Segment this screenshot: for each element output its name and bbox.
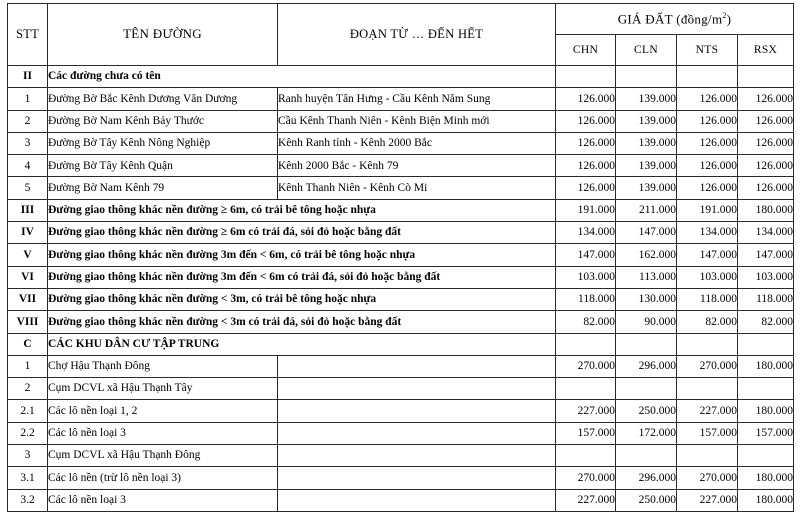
cell-price-chn: 157.000 <box>556 422 616 444</box>
cell-road-name: CÁC KHU DÂN CƯ TẬP TRUNG <box>48 333 556 355</box>
cell-price-rsx: 118.000 <box>738 288 794 310</box>
table-row[interactable] <box>8 489 794 511</box>
cell-stt: 2 <box>8 110 48 132</box>
cell-road-name: Đường Bờ Tây Kênh Nông Nghiệp <box>48 132 278 154</box>
table-row[interactable] <box>8 333 794 355</box>
cell-stt: 1 <box>8 355 48 377</box>
cell-segment: Kênh Ranh tỉnh - Kênh 2000 Bắc <box>278 132 556 154</box>
cell-stt: 2.1 <box>8 400 48 422</box>
cell-price-nts: 103.000 <box>677 266 738 288</box>
cell-price-rsx <box>738 333 794 355</box>
table-header <box>8 4 794 66</box>
cell-road-name: Chợ Hậu Thạnh Đông <box>48 355 278 377</box>
cell-price-chn: 227.000 <box>556 489 616 511</box>
cell-price-rsx: 126.000 <box>738 155 794 177</box>
cell-price-chn <box>556 333 616 355</box>
cell-price-rsx: 126.000 <box>738 88 794 110</box>
cell-price-chn: 270.000 <box>556 355 616 377</box>
cell-price-rsx: 180.000 <box>738 489 794 511</box>
cell-price-cln: 296.000 <box>616 355 677 377</box>
cell-road-name: Cụm DCVL xã Hậu Thạnh Tây <box>48 378 278 400</box>
cell-road-name: Đường giao thông khác nền đường 3m đến < 6m, có trải bê tông hoặc nhựa <box>48 244 556 266</box>
cell-price-cln <box>616 378 677 400</box>
table-row[interactable] <box>8 311 794 333</box>
cell-road-name: Các đường chưa có tên <box>48 66 556 88</box>
table-row[interactable] <box>8 177 794 199</box>
column-header-nts: NTS <box>677 35 738 66</box>
cell-price-nts: 157.000 <box>677 422 738 444</box>
cell-road-name: Đường giao thông khác nền đường ≥ 6m có trải đá, sỏi đỏ hoặc bằng đất <box>48 222 556 244</box>
cell-price-chn: 103.000 <box>556 266 616 288</box>
table-row[interactable] <box>8 445 794 467</box>
cell-price-chn: 126.000 <box>556 177 616 199</box>
price-group-label: GIÁ ĐẤT (đồng/m <box>617 11 723 27</box>
cell-price-chn: 191.000 <box>556 199 616 221</box>
cell-price-chn: 126.000 <box>556 88 616 110</box>
cell-segment: Ranh huyện Tân Hưng - Cầu Kênh Năm Sung <box>278 88 556 110</box>
cell-price-cln: 139.000 <box>616 177 677 199</box>
cell-price-cln: 90.000 <box>616 311 677 333</box>
cell-stt: III <box>8 199 48 221</box>
table-row[interactable] <box>8 110 794 132</box>
land-price-table <box>7 3 794 512</box>
cell-road-name: Đường giao thông khác nền đường < 3m, có trải bê tông hoặc nhựa <box>48 288 556 310</box>
cell-price-chn: 227.000 <box>556 400 616 422</box>
cell-segment: Kênh 2000 Bắc - Kênh 79 <box>278 155 556 177</box>
table-row[interactable] <box>8 244 794 266</box>
cell-price-cln: 113.000 <box>616 266 677 288</box>
header-row-primary <box>8 4 794 35</box>
cell-price-cln: 130.000 <box>616 288 677 310</box>
cell-stt: C <box>8 333 48 355</box>
cell-stt: VIII <box>8 311 48 333</box>
cell-price-chn <box>556 66 616 88</box>
cell-price-nts <box>677 333 738 355</box>
column-header-rsx: RSX <box>738 35 794 66</box>
cell-price-chn: 82.000 <box>556 311 616 333</box>
cell-price-cln: 147.000 <box>616 222 677 244</box>
cell-price-nts: 227.000 <box>677 489 738 511</box>
cell-price-nts: 118.000 <box>677 288 738 310</box>
cell-price-chn <box>556 378 616 400</box>
column-header-price-group <box>556 4 794 35</box>
price-group-tail: ) <box>726 11 732 27</box>
cell-stt: 3 <box>8 132 48 154</box>
cell-price-cln: 211.000 <box>616 199 677 221</box>
cell-road-name: Đường giao thông khác nền đường 3m đến < 6m có trải đá, sỏi đỏ hoặc bằng đất <box>48 266 556 288</box>
cell-price-rsx <box>738 378 794 400</box>
cell-price-nts <box>677 66 738 88</box>
table-row[interactable] <box>8 355 794 377</box>
cell-stt: II <box>8 66 48 88</box>
cell-price-nts <box>677 378 738 400</box>
cell-road-name: Các lô nền loại 3 <box>48 489 278 511</box>
cell-price-nts: 134.000 <box>677 222 738 244</box>
cell-price-chn: 126.000 <box>556 110 616 132</box>
cell-price-nts: 227.000 <box>677 400 738 422</box>
cell-stt: 3.2 <box>8 489 48 511</box>
cell-road-name: Cụm DCVL xã Hậu Thạnh Đông <box>48 445 278 467</box>
cell-price-rsx: 180.000 <box>738 199 794 221</box>
price-group-superscript: 2 <box>722 10 727 20</box>
cell-price-chn: 126.000 <box>556 155 616 177</box>
cell-segment: Kênh Thanh Niên - Kênh Cò Mi <box>278 177 556 199</box>
cell-segment: Cầu Kênh Thanh Niên - Kênh Biện Minh mới <box>278 110 556 132</box>
cell-road-name: Đường giao thông khác nền đường ≥ 6m, có trải bê tông hoặc nhựa <box>48 199 556 221</box>
table-row[interactable] <box>8 266 794 288</box>
cell-price-cln: 296.000 <box>616 467 677 489</box>
cell-price-cln <box>616 66 677 88</box>
column-header-road-name: TÊN ĐƯỜNG <box>48 4 278 66</box>
cell-price-chn <box>556 445 616 467</box>
cell-stt: 2.2 <box>8 422 48 444</box>
column-header-cln: CLN <box>616 35 677 66</box>
cell-price-nts <box>677 445 738 467</box>
cell-price-nts: 126.000 <box>677 110 738 132</box>
cell-price-rsx <box>738 66 794 88</box>
cell-segment <box>278 378 556 400</box>
cell-stt: 1 <box>8 88 48 110</box>
table-row[interactable] <box>8 155 794 177</box>
table-row[interactable] <box>8 288 794 310</box>
cell-road-name: Đường Bờ Tây Kênh Quận <box>48 155 278 177</box>
cell-stt: 2 <box>8 378 48 400</box>
cell-price-rsx: 126.000 <box>738 132 794 154</box>
cell-stt: 5 <box>8 177 48 199</box>
cell-price-cln: 139.000 <box>616 88 677 110</box>
table-row[interactable] <box>8 222 794 244</box>
cell-price-cln: 172.000 <box>616 422 677 444</box>
cell-price-nts: 82.000 <box>677 311 738 333</box>
cell-segment <box>278 355 556 377</box>
cell-price-cln: 250.000 <box>616 489 677 511</box>
column-header-chn: CHN <box>556 35 616 66</box>
cell-price-chn: 126.000 <box>556 132 616 154</box>
cell-stt: 3.1 <box>8 467 48 489</box>
cell-price-rsx: 180.000 <box>738 467 794 489</box>
cell-price-nts: 126.000 <box>677 132 738 154</box>
column-header-stt: STT <box>8 4 48 66</box>
cell-stt: VI <box>8 266 48 288</box>
cell-price-rsx <box>738 445 794 467</box>
cell-price-nts: 270.000 <box>677 355 738 377</box>
cell-price-chn: 134.000 <box>556 222 616 244</box>
cell-segment <box>278 400 556 422</box>
land-price-table-sheet <box>7 3 793 512</box>
table-row[interactable] <box>8 400 794 422</box>
cell-stt: 3 <box>8 445 48 467</box>
cell-road-name: Các lô nền (trừ lô nền loại 3) <box>48 467 278 489</box>
cell-stt: 4 <box>8 155 48 177</box>
cell-price-cln: 139.000 <box>616 155 677 177</box>
cell-price-nts: 191.000 <box>677 199 738 221</box>
table-row[interactable] <box>8 467 794 489</box>
cell-price-nts: 126.000 <box>677 155 738 177</box>
cell-price-rsx: 103.000 <box>738 266 794 288</box>
cell-price-rsx: 147.000 <box>738 244 794 266</box>
cell-price-chn: 270.000 <box>556 467 616 489</box>
cell-price-rsx: 180.000 <box>738 400 794 422</box>
table-row[interactable] <box>8 199 794 221</box>
cell-stt: IV <box>8 222 48 244</box>
cell-road-name: Các lô nền loại 1, 2 <box>48 400 278 422</box>
cell-road-name: Đường giao thông khác nền đường < 3m có trải đá, sỏi đỏ hoặc bằng đất <box>48 311 556 333</box>
table-row[interactable] <box>8 422 794 444</box>
column-header-segment: ĐOẠN TỪ … ĐẾN HẾT <box>278 4 556 66</box>
cell-road-name: Các lô nền loại 3 <box>48 422 278 444</box>
cell-price-nts: 126.000 <box>677 88 738 110</box>
cell-price-cln <box>616 333 677 355</box>
cell-price-nts: 126.000 <box>677 177 738 199</box>
cell-road-name: Đường Bờ Bắc Kênh Dương Văn Dương <box>48 88 278 110</box>
cell-stt: VII <box>8 288 48 310</box>
cell-stt: V <box>8 244 48 266</box>
cell-segment <box>278 489 556 511</box>
cell-price-chn: 118.000 <box>556 288 616 310</box>
cell-price-rsx: 157.000 <box>738 422 794 444</box>
cell-road-name: Đường Bờ Nam Kênh Bảy Thước <box>48 110 278 132</box>
cell-price-rsx: 180.000 <box>738 355 794 377</box>
cell-price-cln <box>616 445 677 467</box>
table-row[interactable] <box>8 378 794 400</box>
cell-price-rsx: 82.000 <box>738 311 794 333</box>
cell-price-rsx: 126.000 <box>738 177 794 199</box>
cell-road-name: Đường Bờ Nam Kênh 79 <box>48 177 278 199</box>
cell-price-cln: 162.000 <box>616 244 677 266</box>
cell-segment <box>278 422 556 444</box>
table-body <box>8 66 794 512</box>
cell-price-cln: 139.000 <box>616 110 677 132</box>
cell-price-cln: 250.000 <box>616 400 677 422</box>
cell-price-rsx: 134.000 <box>738 222 794 244</box>
cell-price-nts: 270.000 <box>677 467 738 489</box>
cell-price-nts: 147.000 <box>677 244 738 266</box>
cell-segment <box>278 445 556 467</box>
cell-price-rsx: 126.000 <box>738 110 794 132</box>
cell-segment <box>278 467 556 489</box>
cell-price-cln: 139.000 <box>616 132 677 154</box>
table-row[interactable] <box>8 66 794 88</box>
table-row[interactable] <box>8 132 794 154</box>
table-row[interactable] <box>8 88 794 110</box>
cell-price-chn: 147.000 <box>556 244 616 266</box>
